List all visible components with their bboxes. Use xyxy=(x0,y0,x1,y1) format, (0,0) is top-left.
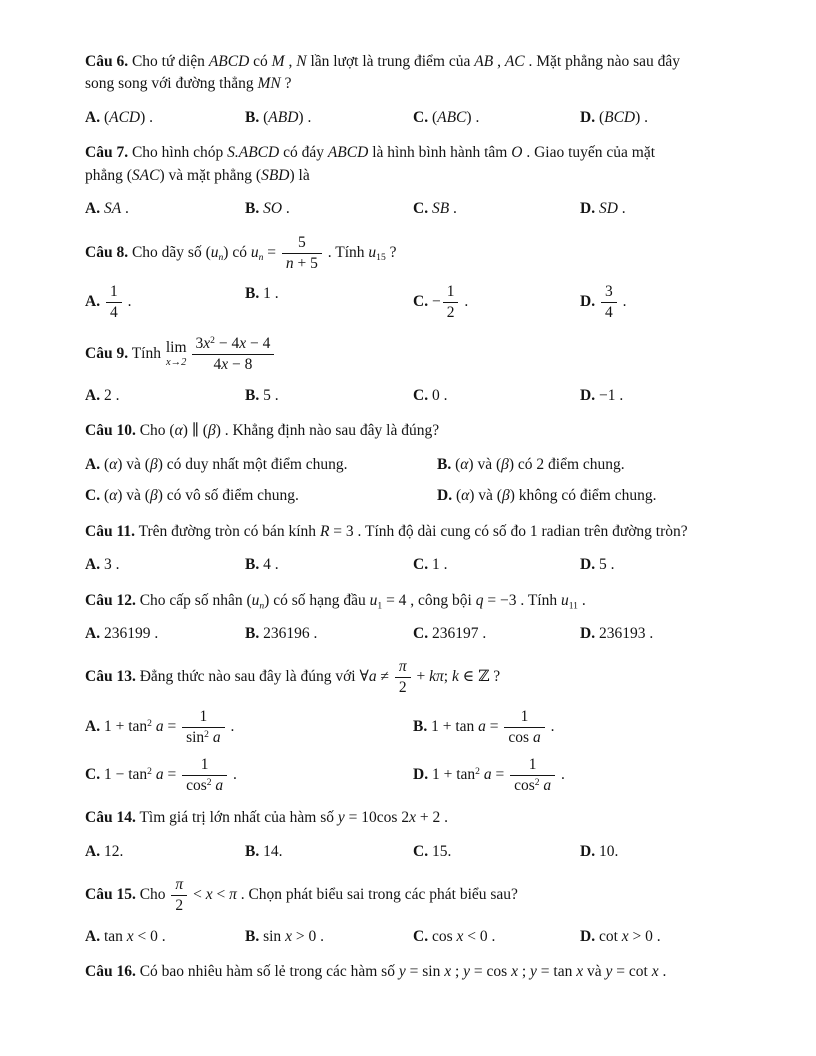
option-D xyxy=(580,283,791,322)
question-stem: Câu 13. Đẳng thức nào sau đây là đúng với ∀a ≠ $\frac{\pi}{2}$ + kπ; k ∈ ℤ ? xyxy=(85,658,501,697)
question-q8 xyxy=(85,234,791,322)
fraction: $\frac{1}{\text{cos a}}$ xyxy=(504,708,544,747)
option-label: A. xyxy=(85,200,101,218)
option-content: (ABD) . xyxy=(263,108,312,126)
option-label: B. xyxy=(245,386,260,404)
option-label: C. xyxy=(413,927,429,945)
fraction: $\frac{1}{\cos^2 a}$ xyxy=(510,756,555,795)
option-label: A. xyxy=(85,455,101,473)
answer-options xyxy=(85,454,791,508)
option-label: A. xyxy=(85,556,101,574)
question-stem: Câu 12. Cho cấp số nhân $(u_n)$ có số hạng đầu $u_1 = 4$ , công bội q = −3 . Tính $u_{11}$ . xyxy=(85,591,586,611)
option-A xyxy=(85,623,245,645)
option-label: C. xyxy=(413,624,429,642)
option-content: (ABC) . xyxy=(431,108,480,126)
option-label: D. xyxy=(580,293,596,311)
option-label: C. xyxy=(85,765,101,783)
question-number: Câu 16. xyxy=(85,963,136,981)
option-content: 15. xyxy=(431,842,452,860)
option-content: tan x < 0 . xyxy=(103,927,166,945)
question-stem: Câu 7. Cho hình chóp S.ABCD có đáy ABCD là hình bình hành tâm O . Giao tuyến của mặt phẳng (SAC) và mặt phẳng (SBD) là xyxy=(85,144,656,184)
option-label: C. xyxy=(413,556,429,574)
fraction: $\frac{1}{4}$ xyxy=(106,283,122,322)
option-label: D. xyxy=(580,556,596,574)
option-B xyxy=(245,841,413,863)
option-content: − $\frac{1}{2}$ . xyxy=(431,283,469,322)
option-content: 1 . xyxy=(263,285,279,303)
option-content: 12. xyxy=(103,842,124,860)
option-B xyxy=(245,623,413,645)
option-content: $\frac{1}{4}$ . xyxy=(104,293,132,310)
option-D xyxy=(580,841,791,863)
option-C xyxy=(85,756,413,795)
fraction: $\frac{1}{\sin^2 a}$ xyxy=(182,708,225,747)
option-label: C. xyxy=(413,200,429,218)
option-A xyxy=(85,198,245,220)
option-label: B. xyxy=(245,285,260,303)
option-content: 236199 . xyxy=(103,624,159,642)
question-stem: Câu 8. Cho dãy số $(u_n)$ có $u_n$ = $\frac{5}{n + 5}$ . Tính $u_{15}$ ? xyxy=(85,233,397,272)
option-A xyxy=(85,926,245,948)
option-content: −1 . xyxy=(598,386,624,404)
option-label: A. xyxy=(85,927,101,945)
answer-options xyxy=(85,623,791,645)
option-label: B. xyxy=(245,556,260,574)
option-label: B. xyxy=(245,927,260,945)
option-content: cot x > 0 . xyxy=(598,927,661,945)
option-D xyxy=(413,756,791,795)
fraction: $\frac{\pi}{2}$ xyxy=(171,876,187,915)
option-C xyxy=(413,623,580,645)
question-q13 xyxy=(85,658,791,794)
answer-options xyxy=(85,198,791,220)
option-A xyxy=(85,841,245,863)
option-label: D. xyxy=(580,927,596,945)
option-content: SO . xyxy=(263,200,290,218)
option-B xyxy=(245,554,413,576)
option-C xyxy=(413,385,580,407)
option-content: 2 . xyxy=(103,386,120,404)
question-stem: Câu 9. Tính lim x→2 $\frac{3x^2 - 4x - 4}{4x - 8}$ xyxy=(85,335,791,374)
option-label: A. xyxy=(85,717,101,735)
option-label: C. xyxy=(85,487,101,505)
option-label: D. xyxy=(580,386,596,404)
question-number: Câu 14. xyxy=(85,809,136,827)
fraction: $\frac{5}{n + 5}$ xyxy=(282,234,322,273)
answer-options xyxy=(85,107,791,129)
question-number: Câu 7. xyxy=(85,144,129,162)
limit-operator: lim x→2 xyxy=(165,339,187,368)
option-content: SA . xyxy=(103,200,129,218)
option-content: 5 . xyxy=(598,556,615,574)
option-content: (BCD) . xyxy=(598,108,649,126)
option-C xyxy=(413,107,580,129)
option-content: 14. xyxy=(263,842,283,860)
option-B xyxy=(245,107,413,129)
question-q16 xyxy=(85,961,791,983)
option-label: B. xyxy=(245,108,260,126)
option-content: (α) và (β) có 2 điểm chung. xyxy=(455,455,625,473)
option-content: sin x > 0 . xyxy=(263,927,324,945)
option-A xyxy=(85,107,245,129)
option-label: C. xyxy=(413,108,429,126)
option-label: A. xyxy=(85,624,101,642)
option-label: D. xyxy=(437,487,453,505)
question-q9 xyxy=(85,335,791,407)
option-C xyxy=(85,485,437,507)
answer-options xyxy=(85,926,791,948)
option-label: A. xyxy=(85,842,101,860)
option-content: (α) và (β) có duy nhất một điểm chung. xyxy=(103,455,348,473)
option-label: D. xyxy=(580,842,596,860)
option-content: $1 + \tan^2 a$ = $\frac{1}{\cos^2 a}$ . xyxy=(431,755,565,794)
option-D xyxy=(580,554,791,576)
option-B xyxy=(413,708,791,747)
option-label: D. xyxy=(413,765,429,783)
option-label: A. xyxy=(85,386,101,404)
question-q11 xyxy=(85,521,791,577)
option-B xyxy=(245,198,413,220)
option-label: B. xyxy=(245,842,260,860)
option-C xyxy=(413,554,580,576)
fraction: $\frac{1}{\cos^2 a}$ xyxy=(182,756,227,795)
fraction: $\frac{3x^2 - 4x - 4}{4x - 8}$ xyxy=(192,335,275,374)
fraction: $\frac{3}{4}$ xyxy=(601,283,617,322)
option-D xyxy=(580,926,791,948)
option-B xyxy=(245,283,413,305)
question-stem: Câu 15. Cho $\frac{\pi}{2}$ < x < π . Chọn phát biểu sai trong các phát biểu sau? xyxy=(85,876,518,915)
option-label: C. xyxy=(413,293,429,311)
option-C xyxy=(413,841,580,863)
question-stem: Câu 6. Cho tứ diện ABCD có M , N lần lượt là trung điểm của AB , AC . Mặt phẳng nào sau đây song song với đường thẳng MN ? xyxy=(85,53,681,93)
option-content: $1 + \tan^2 a$ = $\frac{1}{\sin^2 a}$ . xyxy=(103,708,235,746)
option-C xyxy=(413,283,580,322)
option-D xyxy=(437,485,791,507)
option-B xyxy=(245,385,413,407)
option-content: 5 . xyxy=(263,386,279,404)
question-number: Câu 6. xyxy=(85,53,129,70)
question-q6 xyxy=(85,51,791,129)
answer-options xyxy=(85,841,791,863)
option-C xyxy=(413,926,580,948)
option-label: D. xyxy=(580,200,596,218)
option-A xyxy=(85,708,413,747)
option-C xyxy=(413,198,580,220)
option-A xyxy=(85,283,245,322)
question-number: Câu 13. xyxy=(85,668,136,686)
option-content: 3 . xyxy=(103,556,120,574)
option-content: (α) và (β) có vô số điểm chung. xyxy=(103,487,299,505)
option-label: B. xyxy=(437,455,452,473)
option-content: SD . xyxy=(598,200,626,218)
question-stem: Câu 16. Có bao nhiêu hàm số lẻ trong các hàm số y = sin x ; y = cos x ; y = tan x và y = cot x . xyxy=(85,963,667,981)
option-content: 1 + tan a = $\frac{1}{\text{cos a}}$ . xyxy=(431,708,555,746)
option-content: 4 . xyxy=(263,556,279,574)
question-q14 xyxy=(85,807,791,863)
question-stem: Câu 10. Cho (α) ∥ (β) . Khẳng định nào sau đây là đúng? xyxy=(85,422,440,440)
option-label: D. xyxy=(580,624,596,642)
option-content: cos x < 0 . xyxy=(431,927,496,945)
option-A xyxy=(85,454,437,476)
answer-options xyxy=(85,283,791,322)
question-number: Câu 11. xyxy=(85,522,135,540)
option-content: 236193 . xyxy=(598,624,654,642)
option-D xyxy=(580,198,791,220)
question-number: Câu 15. xyxy=(85,886,136,904)
option-content: 236196 . xyxy=(263,624,318,642)
option-label: B. xyxy=(245,624,260,642)
question-q10 xyxy=(85,420,791,507)
question-stem: Câu 14. Tìm giá trị lớn nhất của hàm số y = 10cos 2x + 2 . xyxy=(85,809,448,827)
question-number: Câu 12. xyxy=(85,591,136,609)
question-q15 xyxy=(85,876,791,948)
option-content: 0 . xyxy=(431,386,448,404)
option-content: (ACD) . xyxy=(103,108,154,126)
question-number: Câu 10. xyxy=(85,422,136,440)
question-q12 xyxy=(85,590,791,646)
option-B xyxy=(245,926,413,948)
option-label: C. xyxy=(413,842,429,860)
option-content: $1 - \tan^2 a$ = $\frac{1}{\cos^2 a}$ . xyxy=(103,755,237,794)
option-label: A. xyxy=(85,108,101,126)
question-q7 xyxy=(85,142,791,220)
question-number: Câu 8. xyxy=(85,243,129,261)
option-B xyxy=(437,454,791,476)
fraction: $\frac{1}{2}$ xyxy=(443,283,459,322)
option-label: A. xyxy=(85,293,101,311)
option-A xyxy=(85,554,245,576)
option-content: 10. xyxy=(598,842,619,860)
question-number: Câu 9. xyxy=(85,344,129,362)
question-stem: Câu 11. Trên đường tròn có bán kính R = 3 . Tính độ dài cung có số đo 1 radian trên đường tròn? xyxy=(85,522,688,540)
fraction: $\frac{\pi}{2}$ xyxy=(395,658,411,697)
answer-options xyxy=(85,554,791,576)
option-D xyxy=(580,385,791,407)
option-content: (α) và (β) không có điểm chung. xyxy=(455,487,657,505)
option-A xyxy=(85,385,245,407)
answer-options xyxy=(85,385,791,407)
option-label: B. xyxy=(245,200,260,218)
option-content: 1 . xyxy=(431,556,448,574)
option-content: $\frac{3}{4}$ . xyxy=(599,293,627,310)
option-label: D. xyxy=(580,108,596,126)
option-D xyxy=(580,107,791,129)
option-content: 236197 . xyxy=(431,624,487,642)
option-content: SB . xyxy=(431,200,457,218)
questions-container xyxy=(85,51,791,984)
option-D xyxy=(580,623,791,645)
option-label: C. xyxy=(413,386,429,404)
answer-options xyxy=(85,708,791,794)
option-label: B. xyxy=(413,717,428,735)
